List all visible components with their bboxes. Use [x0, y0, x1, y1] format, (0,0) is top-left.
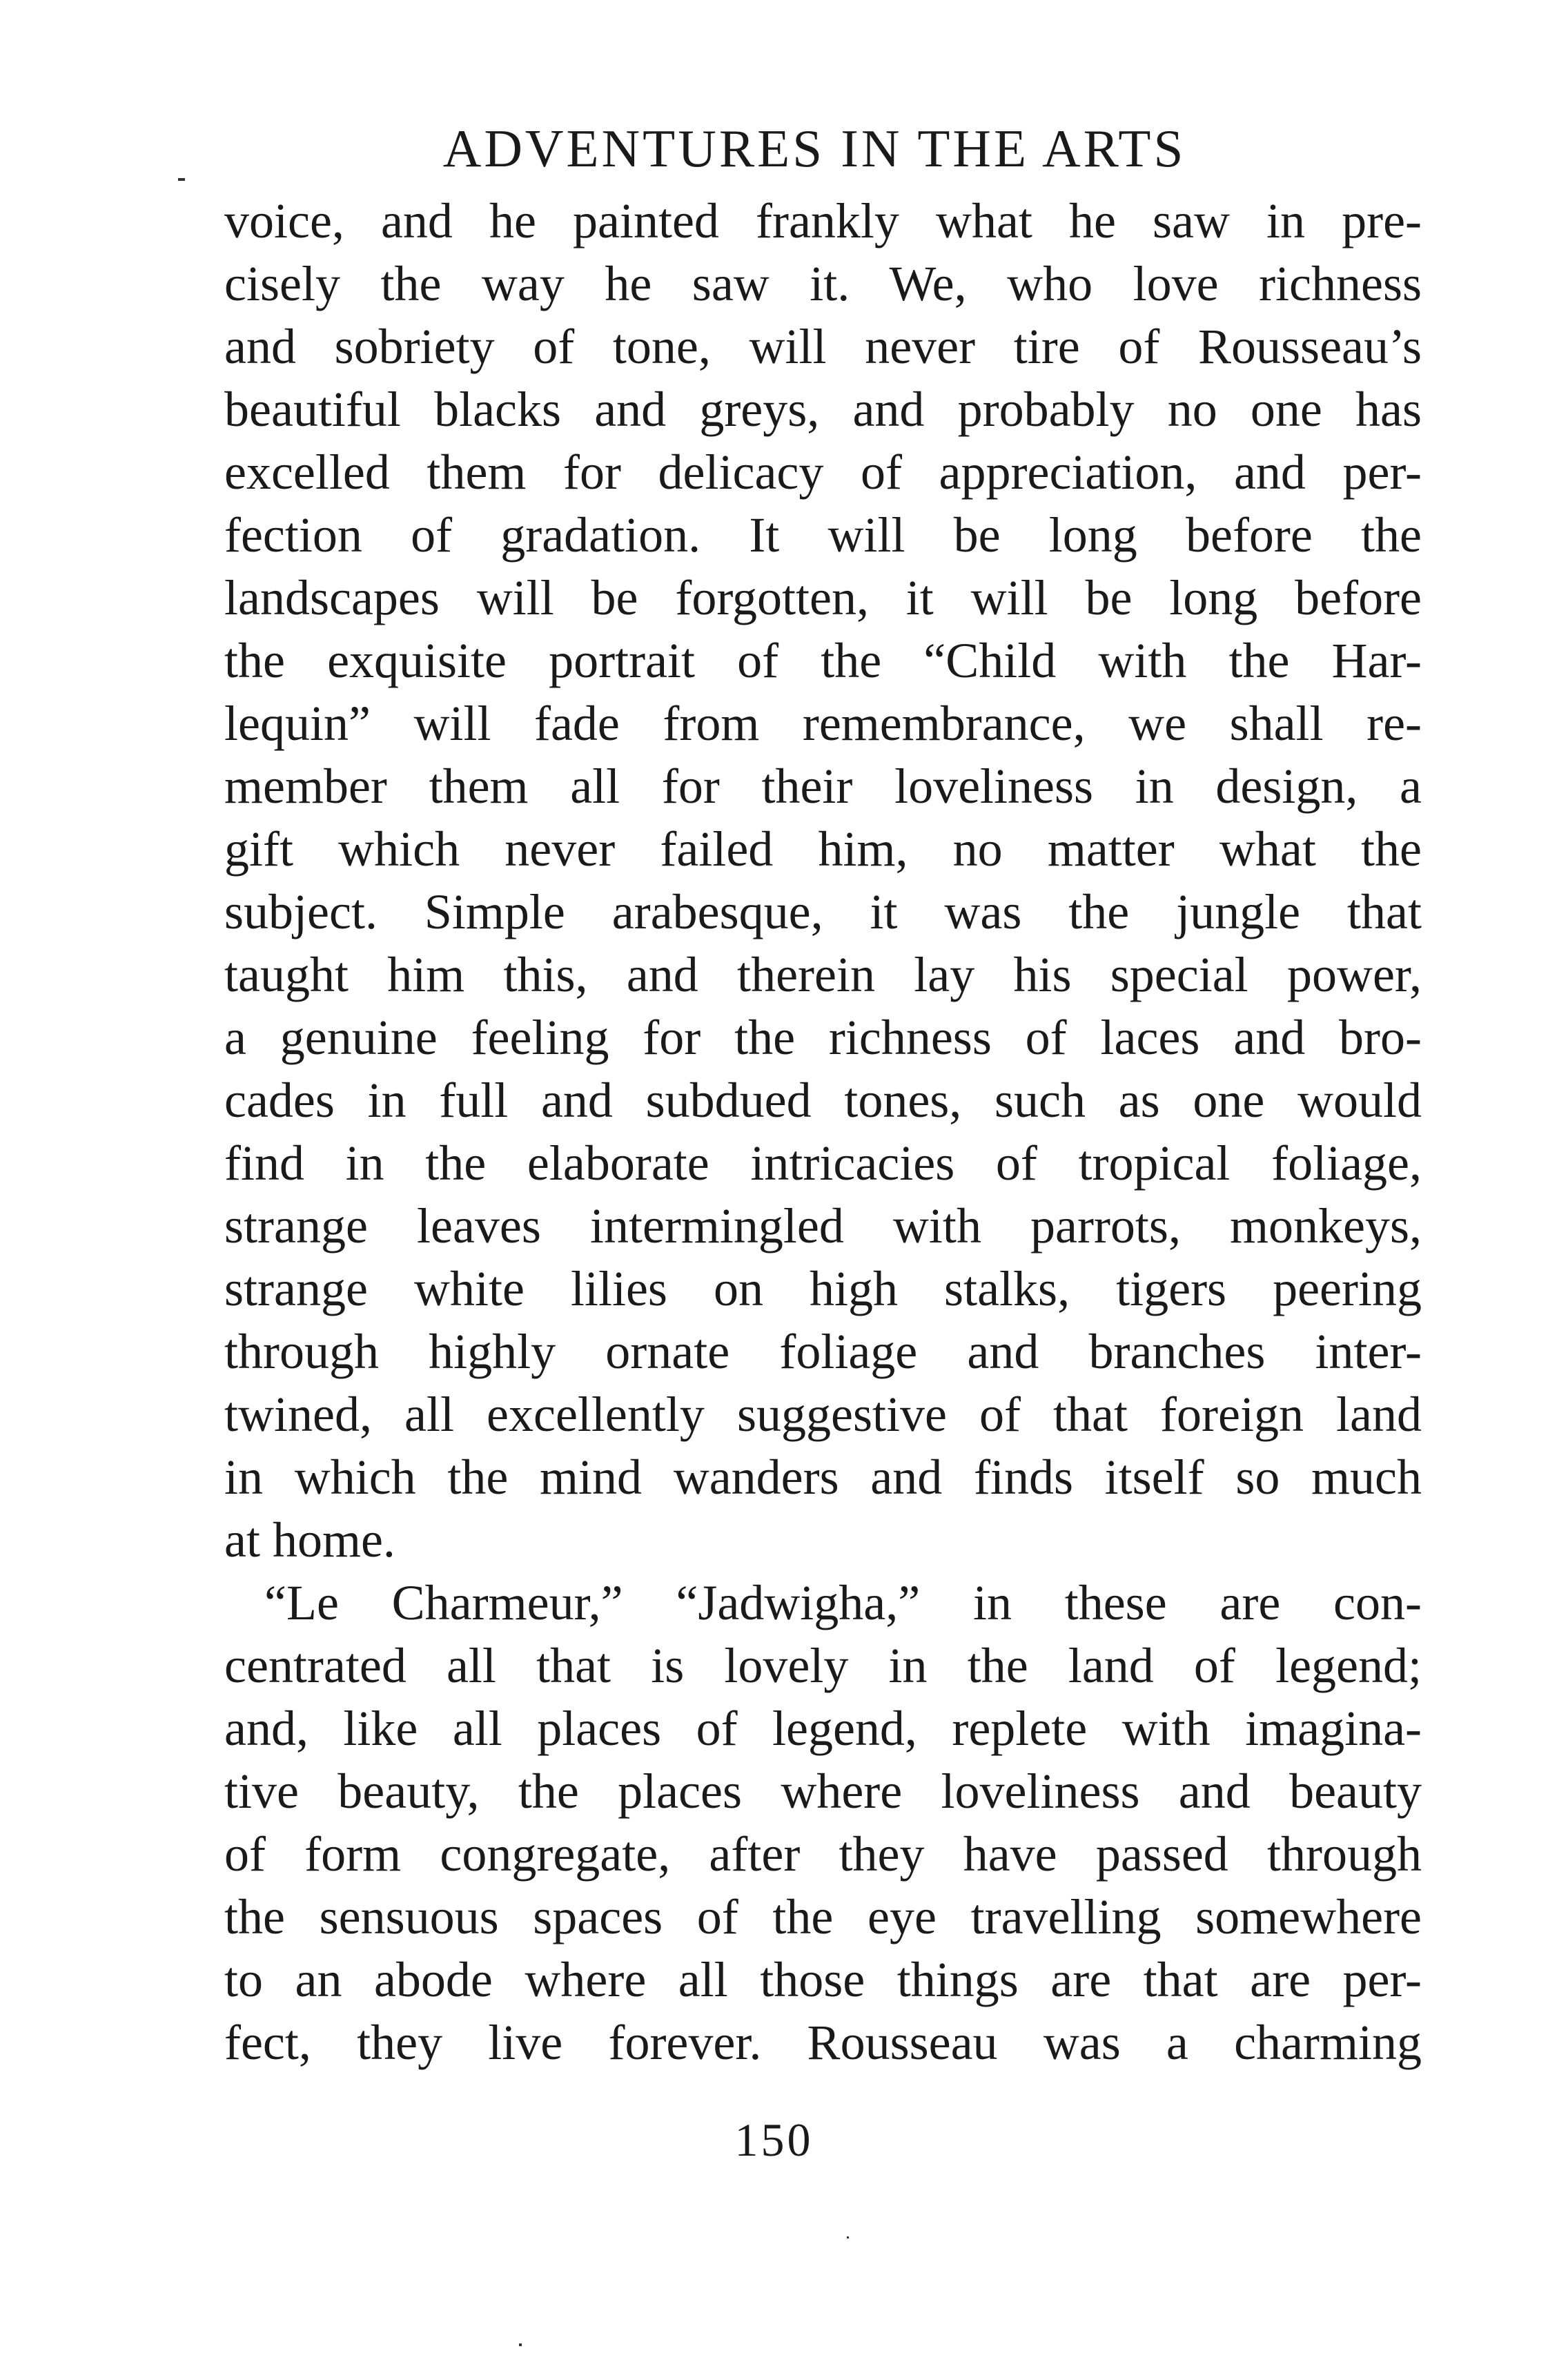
- paragraph: [224, 190, 1422, 1572]
- text-line: fection of gradation. It will be long before the: [224, 507, 1422, 563]
- text-line: excelled them for delicacy of appreciation, and per-: [224, 445, 1422, 500]
- text-line: cades in full and subdued tones, such as one would: [224, 1073, 1422, 1128]
- text-line: beautiful blacks and greys, and probably no one has: [224, 382, 1422, 437]
- text-line: to an abode where all those things are that are per-: [224, 1952, 1422, 2007]
- text-line: strange white lilies on high stalks, tigers peering: [224, 1261, 1422, 1316]
- text-line: and sobriety of tone, will never tire of Rousseau’s: [224, 319, 1422, 374]
- text-line: centrated all that is lovely in the land of legend;: [224, 1638, 1422, 1693]
- text-line: at home.: [224, 1512, 395, 1568]
- text-line: twined, all excellently suggestive of that foreign land: [224, 1387, 1422, 1442]
- text-line: of form congregate, after they have passed through: [224, 1826, 1422, 1882]
- body-text: [224, 190, 1422, 2074]
- print-speck: [178, 178, 185, 181]
- text-line: a genuine feeling for the richness of laces and bro-: [224, 1010, 1422, 1065]
- running-head: ADVENTURES IN THE ARTS: [442, 119, 1186, 178]
- text-line: fect, they live forever. Rousseau was a charming: [224, 2015, 1422, 2070]
- text-line: gift which never failed him, no matter what the: [224, 821, 1422, 877]
- print-speck: [519, 2343, 522, 2346]
- text-line: member them all for their loveliness in design, a: [224, 759, 1422, 814]
- text-line: landscapes will be forgotten, it will be long before: [224, 570, 1422, 625]
- text-line: voice, and he painted frankly what he saw in pre-: [224, 193, 1422, 248]
- text-line: taught him this, and therein lay his special power,: [224, 947, 1422, 1002]
- text-line: find in the elaborate intricacies of tropical foliage,: [224, 1135, 1422, 1191]
- text-line: strange leaves intermingled with parrots, monkeys,: [224, 1198, 1422, 1254]
- text-line: the exquisite portrait of the “Child with the Har-: [224, 633, 1422, 688]
- text-line: and, like all places of legend, replete with imagina-: [224, 1701, 1422, 1756]
- text-line: “Le Charmeur,” “Jadwigha,” in these are con-: [264, 1575, 1422, 1630]
- text-line: in which the mind wanders and finds itself so much: [224, 1450, 1422, 1505]
- page-number: 150: [734, 2114, 814, 2166]
- text-line: lequin” will fade from remembrance, we shall re-: [224, 696, 1422, 751]
- print-speck: [847, 2236, 849, 2238]
- paragraph: [224, 1572, 1422, 2074]
- text-line: through highly ornate foliage and branches inter-: [224, 1324, 1422, 1379]
- text-line: subject. Simple arabesque, it was the jungle that: [224, 884, 1422, 939]
- text-line: cisely the way he saw it. We, who love richness: [224, 256, 1422, 311]
- text-line: tive beauty, the places where loveliness and beauty: [224, 1764, 1422, 1819]
- text-line: the sensuous spaces of the eye travelling somewhere: [224, 1889, 1422, 1944]
